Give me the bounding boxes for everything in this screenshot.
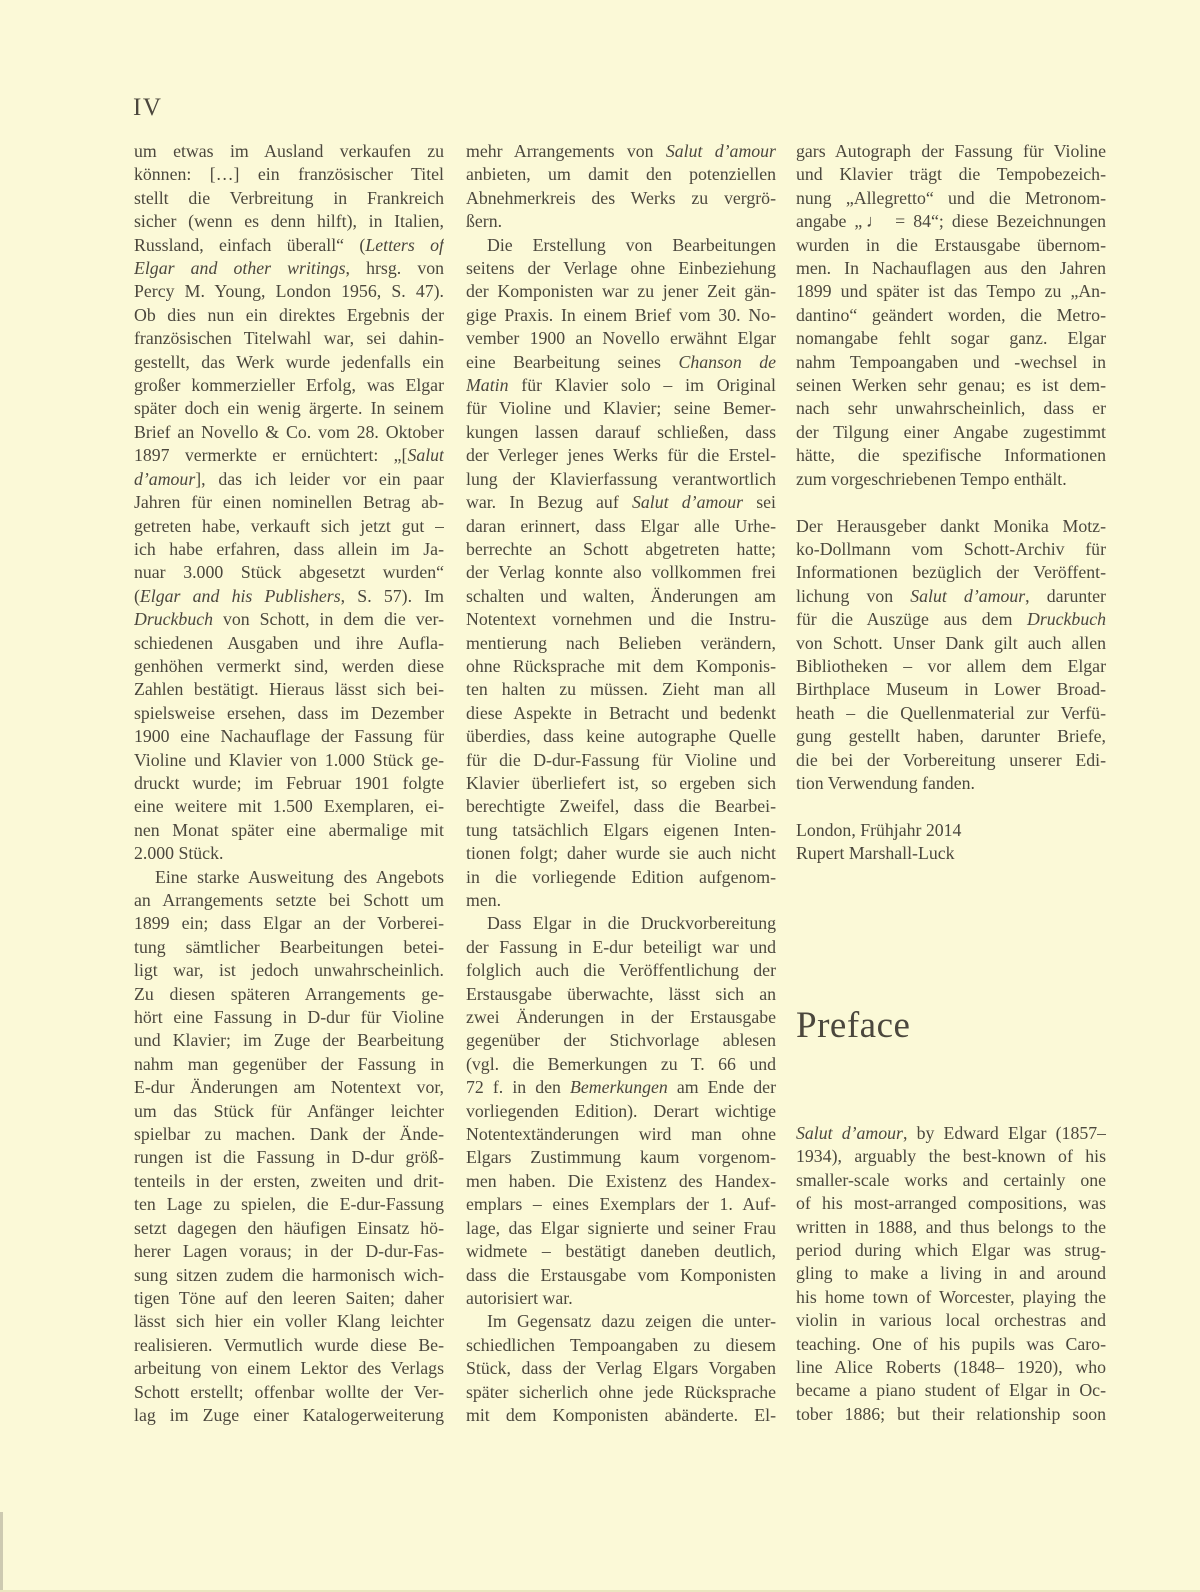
text-line: später doch ein wenig ärgerte. In seinem	[134, 398, 444, 419]
text-line: nomangabe fehlt sogar ganz. Elgar	[796, 328, 1106, 349]
column-2-german-text	[466, 140, 776, 1427]
text-line: line Alice Roberts (1848– 1920), who	[796, 1357, 1106, 1378]
text-line: nuar 3.000 Stück abgesetzt wurden“	[134, 562, 444, 583]
text-line: 1899 und später ist das Tempo zu „An-	[796, 281, 1106, 302]
text-line: der Verleger jenes Werks für die Erstel-	[466, 445, 776, 466]
text-line: Der Herausgeber dankt Monika Motz-	[796, 515, 1106, 536]
text-line: berrechte an Schott abgetreten hatte;	[466, 538, 776, 559]
text-line: diese Aspekte in Betracht und bedenkt	[466, 702, 776, 723]
text-line: mit dem Komponisten abänderte. El-	[466, 1404, 776, 1425]
text-line: Rupert Marshall-Luck	[796, 843, 955, 864]
text-line: für Violine und Klavier; seine Bemer-	[466, 398, 776, 419]
text-line: Bibliotheken – vor allem dem Elgar	[796, 655, 1106, 676]
text-line: großer kommerzieller Erfolg, was Elgar	[134, 375, 444, 396]
text-line: herer Lagen voraus; in der D-dur-Fas-	[134, 1241, 444, 1262]
text-line: gegenüber der Stichvorlage ablesen	[466, 1030, 776, 1051]
text-line: an Arrangements setzte bei Schott um	[134, 890, 444, 910]
text-line: widmete – bestätigt daneben deutlich,	[466, 1241, 776, 1262]
text-line: seitens der Verlage ohne Einbeziehung	[466, 258, 776, 279]
text-line: schiedlichen Tempoangaben zu diesem	[466, 1334, 776, 1355]
text-line: folglich auch die Veröffentlichung der	[466, 960, 776, 981]
text-line: men haben. Die Existenz des Handex-	[466, 1170, 776, 1191]
text-line: druckt wurde; im Februar 1901 folgte	[134, 772, 444, 793]
text-line: setzt dagegen den häufigen Einsatz hö-	[134, 1217, 444, 1238]
text-line: spielsweise ersehen, dass im Dezember	[134, 702, 444, 723]
text-line: Im Gegensatz dazu zeigen die unter-	[487, 1311, 776, 1332]
text-line: tober 1886; but their relationship soon	[796, 1403, 1106, 1424]
text-line: von Schott. Unser Dank gilt auch allen	[796, 632, 1106, 653]
text-line: ko-Dollmann vom Schott-Archiv für	[796, 538, 1106, 559]
text-line: Violine und Klavier von 1.000 Stück ge-	[134, 749, 444, 770]
text-line: vember 1900 an Novello erwähnt Elgar	[466, 328, 776, 349]
text-line: Schott erstellt; offenbar wollte der Ver-	[134, 1381, 444, 1402]
text-line: lag im Zuge einer Katalogerweiterung	[134, 1404, 444, 1425]
text-line: ohne Rücksprache mit dem Komponis-	[466, 655, 776, 676]
text-line: für die Auszüge aus dem Druckbuch	[796, 609, 1106, 630]
text-line: schalten und walten, Änderungen am	[466, 585, 776, 606]
text-line: nen Monat später eine abermalige mit	[134, 819, 444, 840]
text-line: Stück, dass der Verlag Elgars Vorgaben	[466, 1358, 776, 1379]
text-line: kungen lassen darauf schließen, dass	[466, 421, 776, 442]
text-line: gige Praxis. In einem Brief vom 30. No-	[466, 304, 776, 325]
text-line: überdies, dass keine autographe Quelle	[466, 726, 776, 747]
text-line: angabe „♩ = 84“; diese Bezeichnungen	[796, 211, 1106, 232]
text-line: anbieten, um damit den potenziellen	[466, 164, 776, 185]
text-line: tung tatsächlich Elgars eigenen Inten-	[466, 819, 776, 840]
text-line: daran erinnert, dass Elgar alle Urhe-	[466, 515, 776, 536]
text-line: eine weitere mit 1.500 Exemplaren, ei-	[134, 796, 444, 817]
text-line: seinen Werken sehr genau; es ist dem-	[796, 375, 1106, 396]
text-line: Matin für Klavier solo – im Original	[466, 375, 776, 396]
text-line: d’amour], das ich leider vor ein paar	[134, 468, 444, 489]
text-line: 2.000 Stück.	[134, 843, 224, 864]
text-line: ich habe erfahren, dass allein im Ja-	[134, 538, 444, 559]
text-line: (vgl. die Bemerkungen zu T. 66 und	[466, 1053, 776, 1074]
text-line: Percy M. Young, London 1956, S. 47).	[134, 281, 444, 302]
text-line: Russland, einfach überall“ (Letters of	[134, 234, 444, 255]
text-line: Zu diesen späteren Arrangements ge-	[134, 983, 444, 1004]
text-line: heath – die Quellenmaterial zur Verfü-	[796, 702, 1106, 723]
text-line: berechtigte Zweifel, dass die Bearbei-	[466, 796, 776, 817]
text-line: tionen folgt; daher wurde sie auch nicht	[466, 843, 776, 864]
text-line: vorliegenden Edition). Derart wichtige	[466, 1100, 776, 1121]
page-number: IV	[133, 94, 163, 121]
text-line: emplars – eines Exemplars der 1. Auf-	[466, 1194, 776, 1215]
text-line: ßern.	[466, 211, 503, 232]
text-line: getreten habe, verkauft sich jetzt gut –	[134, 515, 444, 536]
text-line: gung gestellt haben, darunter Briefe,	[796, 726, 1106, 747]
text-line: der Komponisten war zu jener Zeit gän-	[466, 281, 776, 302]
text-line: die bei der Vorbereitung unserer Edi-	[796, 749, 1106, 770]
text-line: E-dur Änderungen am Notentext vor,	[134, 1077, 444, 1098]
text-line: sicher (wenn es denn hilft), in Italien,	[134, 211, 444, 232]
text-line: um das Stück für Anfänger leichter	[134, 1100, 444, 1121]
text-line: genhöhen vermerkt sind, werden diese	[134, 655, 444, 676]
text-line: Ob dies nun ein direktes Ergebnis der	[134, 304, 444, 325]
text-line: der Fassung in E-dur beteiligt war und	[466, 936, 776, 957]
text-line: spielbar zu machen. Dank der Ände-	[134, 1124, 444, 1145]
text-line: Abnehmerkreis des Werks zu vergrö-	[466, 187, 776, 208]
text-line: für die D-dur-Fassung für Violine und	[466, 749, 776, 770]
text-line: sung sitzen zudem die harmonisch wich-	[134, 1264, 444, 1285]
text-line: 1899 ein; dass Elgar an der Vorberei-	[134, 913, 444, 934]
text-line: lässt sich hier ein voller Klang leichter	[134, 1311, 444, 1332]
text-line: men.	[466, 890, 502, 910]
text-line: Notentext vornehmen und die Instru-	[466, 609, 776, 630]
text-line: Elgar and other writings, hrsg. von	[134, 258, 444, 279]
text-line: hätte, die spezifische Informationen	[796, 445, 1106, 466]
text-line: gestellt, das Werk wurde jedenfalls ein	[134, 351, 444, 372]
text-line: dass die Erstausgabe vom Komponisten	[466, 1264, 776, 1285]
text-line: nahm Tempoangaben und -wechsel in	[796, 351, 1106, 372]
text-line: können: […] ein französischer Titel	[134, 164, 444, 185]
text-line: Zahlen bestätigt. Hieraus lässt sich bei-	[134, 679, 444, 700]
text-line: Klavier überliefert ist, so ergeben sich	[466, 772, 776, 793]
text-line: tigen Töne auf den leeren Saiten; daher	[134, 1287, 444, 1308]
text-line: ten Lage zu spielen, die E-dur-Fassung	[134, 1194, 444, 1215]
text-line: zum vorgeschriebenen Tempo enthält.	[796, 468, 1067, 489]
text-line: und Klavier; im Zuge der Bearbeitung	[134, 1030, 444, 1051]
scan-edge-artifact-left	[0, 1512, 3, 1592]
text-line: stellt die Verbreitung in Frankreich	[134, 187, 444, 208]
text-line: Elgars Zustimmung kaum vorgenom-	[466, 1147, 776, 1168]
text-line: und Klavier trägt die Tempobezeich-	[796, 164, 1106, 185]
text-line: ten halten zu müssen. Zieht man all	[466, 679, 776, 700]
text-line: der Verlag konnte also vollkommen frei	[466, 562, 776, 583]
text-line: written in 1888, and thus belongs to the	[796, 1216, 1106, 1237]
text-line: 1934), arguably the best-known of his	[796, 1146, 1106, 1167]
preface-heading: Preface	[796, 1005, 911, 1046]
text-line: später sicherlich ohne jede Rücksprache	[466, 1381, 776, 1402]
text-line: Informationen bezüglich der Veröffent-	[796, 562, 1106, 583]
text-line: gars Autograph der Fassung für Violine	[796, 141, 1106, 161]
text-line: his home town of Worcester, playing the	[796, 1286, 1106, 1307]
text-line: Eine starke Ausweitung des Angebots	[155, 866, 444, 887]
text-line: hört eine Fassung in D-dur für Violine	[134, 1007, 444, 1028]
text-line: period during which Elgar was strug-	[796, 1240, 1106, 1261]
text-line: nahm man gegenüber der Fassung in	[134, 1053, 444, 1074]
text-line: of his most-arranged compositions, was	[796, 1193, 1106, 1214]
text-line: 72 f. in den Bemerkungen am Ende der	[466, 1077, 776, 1098]
text-line	[796, 795, 1106, 818]
text-line: zwei Änderungen in der Erstausgabe	[466, 1007, 776, 1028]
text-line: 1900 eine Nachauflage der Fassung für	[134, 726, 444, 747]
text-line: mentierung nach Belieben verändern,	[466, 632, 776, 653]
text-line: Birthplace Museum in Lower Broad-	[796, 679, 1106, 700]
text-line: Erstausgabe überwachte, lässt sich an	[466, 983, 776, 1004]
text-line: Salut d’amour, by Edward Elgar (1857–	[796, 1123, 1106, 1143]
text-line: men. In Nachauflagen aus den Jahren	[796, 258, 1106, 279]
text-line	[796, 491, 1106, 514]
text-line: wurden in die Erstausgabe übernom-	[796, 234, 1106, 255]
text-line: autorisiert war.	[466, 1287, 573, 1308]
text-line: Notentextänderungen wird man ohne	[466, 1124, 776, 1145]
text-line: war. In Bezug auf Salut d’amour sei	[466, 492, 776, 513]
text-line: smaller-scale works and certainly one	[796, 1169, 1106, 1190]
text-line: lung der Klavierfassung verantwortlich	[466, 468, 776, 489]
text-line: tion Verwendung fanden.	[796, 772, 975, 793]
text-line: Dass Elgar in die Druckvorbereitung	[487, 913, 776, 934]
text-line: um etwas im Ausland verkaufen zu	[134, 141, 444, 161]
text-line: lichung von Salut d’amour, darunter	[796, 585, 1106, 606]
text-line: mehr Arrangements von Salut d’amour	[466, 141, 776, 161]
text-line: (Elgar and his Publishers, S. 57). Im	[134, 585, 444, 606]
text-line: tenteils in der ersten, zweiten und drit-	[134, 1170, 444, 1191]
text-line: rungen ist die Fassung in D-dur größ-	[134, 1147, 444, 1168]
text-line: became a piano student of Elgar in Oc-	[796, 1380, 1106, 1401]
text-line: tung sämtlicher Bearbeitungen betei-	[134, 936, 444, 957]
text-line: schiedenen Ausgaben und ihre Aufla-	[134, 632, 444, 653]
text-line: lage, das Elgar signierte und seiner Frau	[466, 1217, 776, 1238]
text-line: Druckbuch von Schott, in dem die ver-	[134, 609, 444, 630]
text-line: in die vorliegende Edition aufgenom-	[466, 866, 776, 887]
text-line: Brief an Novello & Co. vom 28. Oktober	[134, 421, 444, 442]
text-line: gling to make a living in and around	[796, 1263, 1106, 1284]
text-line: dantino“ geändert worden, die Metro-	[796, 304, 1106, 325]
text-line: Jahren für einen nominellen Betrag ab-	[134, 492, 444, 513]
text-line: Die Erstellung von Bearbeitungen	[487, 234, 776, 255]
text-line: realisieren. Vermutlich wurde diese Be-	[134, 1334, 444, 1355]
column-3-german-text	[796, 140, 1106, 866]
text-line: ligt war, ist jedoch unwahrscheinlich.	[134, 960, 444, 981]
text-line: violin in various local orchestras and	[796, 1310, 1106, 1331]
text-line: teaching. One of his pupils was Caro-	[796, 1333, 1106, 1354]
text-line: eine Bearbeitung seines Chanson de	[466, 351, 776, 372]
text-line: arbeitung von einem Lektor des Verlags	[134, 1358, 444, 1379]
text-line: nach sehr unwahrscheinlich, dass er	[796, 398, 1106, 419]
text-line: der Tilgung einer Angabe zugestimmt	[796, 421, 1106, 442]
text-line: französischen Titelwahl war, sei dahin-	[134, 328, 444, 349]
column-3-english-text	[796, 1122, 1106, 1426]
column-1-german-text	[134, 140, 444, 1427]
text-line: 1897 vermerkte er ernüchtert: „[Salut	[134, 445, 444, 466]
text-line: nung „Allegretto“ und die Metronom-	[796, 187, 1106, 208]
text-line: London, Frühjahr 2014	[796, 819, 962, 840]
